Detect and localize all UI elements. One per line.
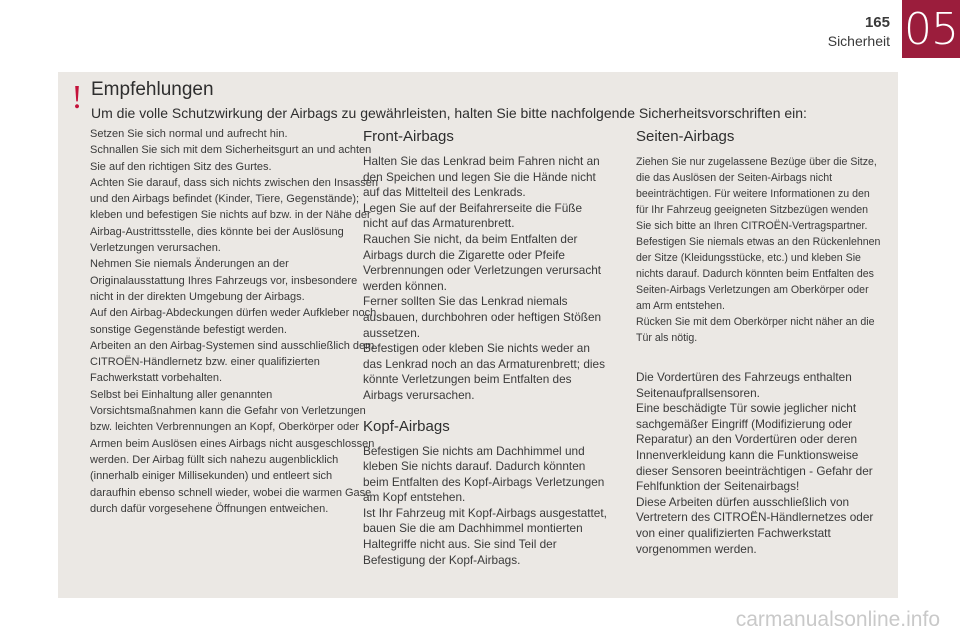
paragraph: Eine beschädigte Tür sowie jeglicher nicht sachgemäßer Eingriff (Modifizierung oder Reparatur) an den Vordertüren oder deren Innenverkleidung kann die Funktionsweise dieser Sensoren beeinträchtigen - Gefahr der Fehlfunktion der Seitenairbags! <box>636 401 873 494</box>
paragraph: Arbeiten an den Airbag-Systemen sind ausschließlich dem CITROËN-Händlernetz bzw. einer qualifizierten Fachwerkstatt vorbehalten. <box>90 339 375 385</box>
paragraph: Halten Sie das Lenkrad beim Fahren nicht an den Speichen und legen Sie die Hände nicht auf das Mittelteil des Lenkrads. <box>363 154 600 200</box>
paragraph: Ziehen Sie nur zugelassene Bezüge über die Sitze, die das Auslösen der Seiten-Airbags nicht beeinträchtigen. Für weitere Informationen zu den für Ihr Fahrzeug geeigneten Sitzbezügen wenden Sie sich bitte an Ihren CITROËN-Vertragspartner. <box>636 156 877 232</box>
head-airbags-heading: Kopf-Airbags <box>363 417 450 435</box>
paragraph: Rauchen Sie nicht, da beim Entfalten der Airbags durch die Zigarette oder Pfeife Verbrennungen oder Verletzungen verursacht werden können. <box>363 231 602 293</box>
paragraph: Auf den Airbag-Abdeckungen dürfen weder Aufkleber noch sonstige Gegenstände befestigt werden. <box>90 307 377 336</box>
chapter-tab: 05 <box>902 0 960 58</box>
panel-title: Empfehlungen <box>91 79 214 100</box>
page-number: 165 <box>864 14 890 31</box>
recommendations-panel <box>58 72 898 598</box>
paragraph: Nehmen Sie niemals Änderungen an der Originalausstattung Ihres Fahrzeugs vor, insbesondere nicht in der direkten Umgebung der Airbags. <box>90 258 358 303</box>
paragraph: Ist Ihr Fahrzeug mit Kopf-Airbags ausgestattet, bauen Sie die am Dachhimmel montierten Haltegriffe nicht aus. Sie sind Teil der Befestigung der Kopf-Airbags. <box>363 505 607 567</box>
watermark: carmanualsonline.info <box>735 608 940 631</box>
paragraph: Rücken Sie mit dem Oberkörper nicht näher an die Tür als nötig. <box>636 316 875 344</box>
general-advice-column <box>90 126 380 517</box>
paragraph: Setzen Sie sich normal und aufrecht hin. <box>90 128 288 140</box>
warning-icon: ! <box>71 79 83 116</box>
front-and-head-airbags-column <box>363 128 608 568</box>
side-airbags-heading: Seiten-Airbags <box>636 128 735 145</box>
paragraph: Ferner sollten Sie das Lenkrad niemals ausbauen, durchbohren oder heftigen Stößen aussetzen. <box>363 294 602 340</box>
paragraph: Befestigen Sie nichts am Dachhimmel und kleben Sie nichts darauf. Dadurch könnten beim Entfalten des Kopf-Airbags Verletzungen am Kopf entstehen. <box>363 443 605 505</box>
front-airbags-heading: Front-Airbags <box>363 128 454 145</box>
paragraph: Schnallen Sie sich mit dem Sicherheitsgurt an und achten Sie auf den richtigen Sitz des Gurtes. <box>90 144 372 173</box>
panel-subtitle: Um die volle Schutzwirkung der Airbags zu gewährleisten, halten Sie bitte nachfolgende Sicherheitsvorschriften ein: <box>91 105 807 121</box>
paragraph: Die Vordertüren des Fahrzeugs enthalten Seitenaufprallsensoren. <box>636 370 852 400</box>
paragraph: Legen Sie auf der Beifahrerseite die Füße nicht auf das Armaturenbrett. <box>363 200 583 231</box>
paragraph: Selbst bei Einhaltung aller genannten Vorsichtsmaßnahmen kann die Gefahr von Verletzungen bzw. leichten Verbrennungen an Kopf, Oberkörper oder Armen beim Auslösen eines Airbags nicht ausgeschlossen werden. Der Airbag füllt sich nahezu augenblicklich (innerhalb einiger Millisekunden) und entleert sich daraufhin ebenso schnell wieder, wobei die warmen Gase durch dafür vorgesehene Öffnungen entweichen. <box>90 388 375 515</box>
section-name: Sicherheit <box>827 33 890 49</box>
paragraph: Befestigen Sie niemals etwas an den Rückenlehnen der Sitze (Kleidungsstücke, etc.) und kleben Sie nichts darauf. Dadurch könnten beim Entfalten des Seiten-Airbags Verletzungen am Oberkörper oder am Arm entstehen. <box>636 236 881 312</box>
paragraph: Diese Arbeiten dürfen ausschließlich von Vertretern des CITROËN-Händlernetzes oder von einer qualifizierten Fachwerkstatt vorgenommen werden. <box>636 494 874 556</box>
paragraph: Achten Sie darauf, dass sich nichts zwischen den Insassen und den Airbags befindet (Kinder, Tiere, Gegenstände); kleben und befestigen Sie nichts auf bzw. in der Nähe der Airbag-Austrittsstelle, dies könnte bei der Auslösung Verletzungen verursachen. <box>90 176 378 255</box>
side-airbags-column <box>636 128 881 557</box>
paragraph: Befestigen oder kleben Sie nichts weder an das Lenkrad noch an das Armaturenbrett; dies könnte Verletzungen beim Entfalten des Airbags verursachen. <box>363 341 605 402</box>
